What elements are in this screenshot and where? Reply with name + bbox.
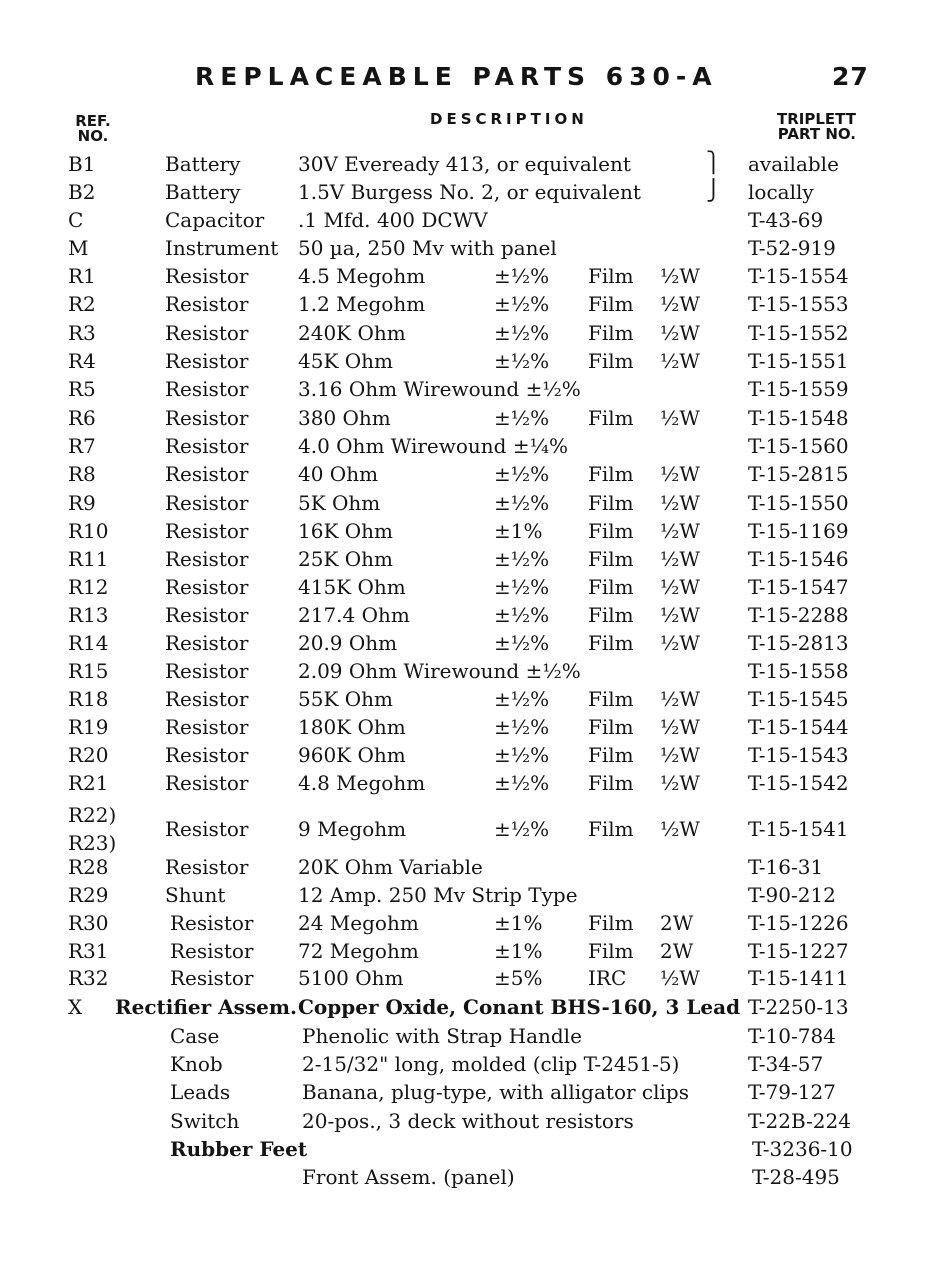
part-number: T-15-1542 <box>748 771 849 795</box>
ref-no: R32 <box>68 966 109 990</box>
part-number: T-43-69 <box>748 208 824 232</box>
part-number: T-15-2813 <box>748 631 849 655</box>
part-number: T-16-31 <box>748 855 824 879</box>
ref-no: C <box>68 208 84 232</box>
tolerance: ±½% <box>494 321 550 345</box>
table-row <box>0 937 940 965</box>
part-type: Resistor <box>165 855 249 879</box>
table-row <box>0 178 940 206</box>
material: Film <box>588 939 634 963</box>
value: 20.9 Ohm <box>298 631 398 655</box>
tolerance: ±5% <box>494 966 543 990</box>
part-type: Capacitor <box>165 208 265 232</box>
table-row <box>0 741 940 769</box>
value: 9 Megohm <box>298 817 407 841</box>
wattage: ½W <box>660 491 700 515</box>
table-row <box>0 657 940 685</box>
part-type: Resistor <box>165 631 249 655</box>
part-number: T-15-1552 <box>748 321 849 345</box>
column-header-part-line2: PART NO. <box>777 125 856 143</box>
part-type: Resistor <box>165 659 249 683</box>
description: 3.16 Ohm Wirewound ±½% <box>298 377 581 401</box>
part-number: T-22B-224 <box>748 1109 851 1133</box>
part-number: T-15-1543 <box>748 743 849 767</box>
ref-no: R2 <box>68 292 96 316</box>
ref-no: R23) <box>68 831 117 855</box>
tolerance: ±1% <box>494 911 543 935</box>
part-type: Resistor <box>170 966 254 990</box>
ref-no: R29 <box>68 883 109 907</box>
material: Film <box>588 715 634 739</box>
material: Film <box>588 547 634 571</box>
description: 20-pos., 3 deck without resistors <box>302 1109 634 1133</box>
table-row <box>0 1022 940 1050</box>
part-number: T-28-495 <box>752 1165 840 1189</box>
ref-no: R21 <box>68 771 109 795</box>
material: Film <box>588 817 634 841</box>
value: 24 Megohm <box>298 911 419 935</box>
ref-no: R1 <box>68 264 96 288</box>
part-type: Resistor <box>170 939 254 963</box>
part-type: Resistor <box>165 687 249 711</box>
table-row <box>0 853 940 881</box>
wattage: ½W <box>660 715 700 739</box>
brace-bottom-icon: ⎭ <box>706 178 721 202</box>
table-row <box>0 803 940 855</box>
part-type: Instrument <box>165 236 279 260</box>
part-type: Resistor <box>165 406 249 430</box>
part-type: Rubber Feet <box>170 1137 308 1161</box>
tolerance: ±½% <box>494 771 550 795</box>
part-type: Resistor <box>165 377 249 401</box>
table-row <box>0 489 940 517</box>
ref-no: R11 <box>68 547 109 571</box>
table-row <box>0 1107 940 1135</box>
material: Film <box>588 631 634 655</box>
wattage: ½W <box>660 771 700 795</box>
ref-no: R14 <box>68 631 109 655</box>
ref-no: R22) <box>68 803 117 827</box>
description: 50 µa, 250 Mv with panel <box>298 236 557 260</box>
part-type: Rectifier Assem. <box>115 995 298 1019</box>
ref-no: M <box>68 236 89 260</box>
wattage: ½W <box>660 687 700 711</box>
table-row <box>0 1050 940 1078</box>
table-row <box>0 685 940 713</box>
material: Film <box>588 519 634 543</box>
value: 240K Ohm <box>298 321 406 345</box>
part-number: T-15-1227 <box>748 939 849 963</box>
material: Film <box>588 603 634 627</box>
tolerance: ±1% <box>494 939 543 963</box>
description: Copper Oxide, Conant BHS-160, 3 Lead <box>298 995 741 1019</box>
material: Film <box>588 349 634 373</box>
value: 72 Megohm <box>298 939 419 963</box>
table-row <box>0 375 940 403</box>
value: 380 Ohm <box>298 406 391 430</box>
wattage: ½W <box>660 743 700 767</box>
ref-no: R12 <box>68 575 109 599</box>
tolerance: ±½% <box>494 603 550 627</box>
material: Film <box>588 491 634 515</box>
value: 25K Ohm <box>298 547 393 571</box>
table-row <box>0 234 940 262</box>
part-number: T-15-1553 <box>748 292 849 316</box>
part-number: T-15-1169 <box>748 519 849 543</box>
part-type: Case <box>170 1024 220 1048</box>
column-header-part-no <box>760 112 856 142</box>
table-row <box>0 1135 940 1163</box>
description: Banana, plug-type, with alligator clips <box>302 1080 689 1104</box>
ref-no: R20 <box>68 743 109 767</box>
part-number: T-15-1560 <box>748 434 849 458</box>
ref-no: R15 <box>68 659 109 683</box>
description: .1 Mfd. 400 DCWV <box>298 208 488 232</box>
part-type: Resistor <box>165 603 249 627</box>
column-header-ref-line1: REF. <box>75 112 111 130</box>
part-number: T-15-2288 <box>748 603 849 627</box>
value: 217.4 Ohm <box>298 603 410 627</box>
part-type: Switch <box>170 1109 240 1133</box>
part-number: T-15-1559 <box>748 377 849 401</box>
table-row <box>0 404 940 432</box>
ref-no: R18 <box>68 687 109 711</box>
part-type: Battery <box>165 152 241 176</box>
part-type: Leads <box>170 1080 231 1104</box>
material: Film <box>588 462 634 486</box>
column-header-part-line1: TRIPLETT <box>777 110 856 128</box>
part-number: T-15-1411 <box>748 966 849 990</box>
description: 4.0 Ohm Wirewound ±¼% <box>298 434 568 458</box>
page-number: 27 <box>832 62 869 91</box>
column-header-description: DESCRIPTION <box>430 110 588 128</box>
wattage: ½W <box>660 966 700 990</box>
ref-no: R7 <box>68 434 96 458</box>
column-header-ref-line2: NO. <box>77 127 109 145</box>
table-row <box>0 150 940 178</box>
tolerance: ±½% <box>494 715 550 739</box>
ref-no: B2 <box>68 180 96 204</box>
part-number: available <box>748 152 839 176</box>
wattage: ½W <box>660 817 700 841</box>
part-type: Resistor <box>165 434 249 458</box>
part-number: locally <box>748 180 814 204</box>
part-number: T-15-1554 <box>748 264 849 288</box>
part-type: Resistor <box>165 743 249 767</box>
part-number: T-15-1546 <box>748 547 849 571</box>
ref-no: R4 <box>68 349 96 373</box>
table-row <box>0 881 940 909</box>
ref-no: R19 <box>68 715 109 739</box>
table-row <box>0 290 940 318</box>
tolerance: ±½% <box>494 349 550 373</box>
tolerance: ±½% <box>494 547 550 571</box>
tolerance: ±½% <box>494 575 550 599</box>
value: 415K Ohm <box>298 575 406 599</box>
description: 1.5V Burgess No. 2, or equivalent <box>298 180 641 204</box>
wattage: ½W <box>660 575 700 599</box>
material: Film <box>588 321 634 345</box>
value: 45K Ohm <box>298 349 393 373</box>
ref-no: R6 <box>68 406 96 430</box>
value: 5K Ohm <box>298 491 381 515</box>
part-type: Resistor <box>165 462 249 486</box>
part-type: Resistor <box>165 715 249 739</box>
table-row <box>0 601 940 629</box>
part-type: Resistor <box>165 321 249 345</box>
description: 20K Ohm Variable <box>298 855 483 879</box>
ref-no: R30 <box>68 911 109 935</box>
description: 2.09 Ohm Wirewound ±½% <box>298 659 581 683</box>
material: Film <box>588 911 634 935</box>
ref-no: R9 <box>68 491 96 515</box>
table-row <box>0 909 940 937</box>
part-number: T-79-127 <box>748 1080 836 1104</box>
material: Film <box>588 575 634 599</box>
part-number: T-15-1226 <box>748 911 849 935</box>
table-row <box>0 769 940 797</box>
value: 40 Ohm <box>298 462 379 486</box>
ref-no: R8 <box>68 462 96 486</box>
value: 960K Ohm <box>298 743 406 767</box>
part-number: T-15-1548 <box>748 406 849 430</box>
table-row <box>0 206 940 234</box>
wattage: ½W <box>660 349 700 373</box>
table-row <box>0 517 940 545</box>
tolerance: ±½% <box>494 743 550 767</box>
part-type: Resistor <box>165 349 249 373</box>
part-number: T-15-1544 <box>748 715 849 739</box>
table-row <box>0 432 940 460</box>
material: Film <box>588 264 634 288</box>
ref-no: R28 <box>68 855 109 879</box>
table-row <box>0 460 940 488</box>
part-type: Battery <box>165 180 241 204</box>
part-type: Resistor <box>165 575 249 599</box>
tolerance: ±½% <box>494 462 550 486</box>
table-row <box>0 545 940 573</box>
ref-no: R13 <box>68 603 109 627</box>
part-type: Resistor <box>165 519 249 543</box>
material: Film <box>588 687 634 711</box>
part-number: T-15-2815 <box>748 462 849 486</box>
wattage: ½W <box>660 406 700 430</box>
value: 55K Ohm <box>298 687 393 711</box>
ref-no: R5 <box>68 377 96 401</box>
tolerance: ±½% <box>494 292 550 316</box>
value: 1.2 Megohm <box>298 292 426 316</box>
part-number: T-90-212 <box>748 883 836 907</box>
part-number: T-15-1558 <box>748 659 849 683</box>
wattage: 2W <box>660 939 694 963</box>
description: 30V Eveready 413, or equivalent <box>298 152 631 176</box>
wattage: ½W <box>660 519 700 543</box>
part-number: T-15-1551 <box>748 349 849 373</box>
value: 4.5 Megohm <box>298 264 426 288</box>
part-type: Resistor <box>165 491 249 515</box>
tolerance: ±1% <box>494 519 543 543</box>
tolerance: ±½% <box>494 264 550 288</box>
part-type: Shunt <box>165 883 226 907</box>
brace-top-icon: ⎫ <box>706 150 721 174</box>
wattage: ½W <box>660 264 700 288</box>
description: 12 Amp. 250 Mv Strip Type <box>298 883 578 907</box>
part-number: T-34-57 <box>748 1052 824 1076</box>
table-row <box>0 964 940 992</box>
part-type: Resistor <box>165 817 249 841</box>
material: Film <box>588 292 634 316</box>
part-number: T-3236-10 <box>752 1137 853 1161</box>
part-type: Resistor <box>165 264 249 288</box>
tolerance: ±½% <box>494 406 550 430</box>
part-type: Resistor <box>165 771 249 795</box>
table-row <box>0 993 940 1021</box>
table-row <box>0 1078 940 1106</box>
material: Film <box>588 743 634 767</box>
page-title: REPLACEABLE PARTS 630-A <box>195 62 718 91</box>
ref-no: B1 <box>68 152 96 176</box>
table-row <box>0 713 940 741</box>
description: Front Assem. (panel) <box>302 1165 515 1189</box>
table-row <box>0 629 940 657</box>
material: Film <box>588 771 634 795</box>
wattage: 2W <box>660 911 694 935</box>
tolerance: ±½% <box>494 817 550 841</box>
wattage: ½W <box>660 292 700 316</box>
value: 4.8 Megohm <box>298 771 426 795</box>
tolerance: ±½% <box>494 631 550 655</box>
material: IRC <box>588 966 627 990</box>
tolerance: ±½% <box>494 491 550 515</box>
wattage: ½W <box>660 462 700 486</box>
part-type: Knob <box>170 1052 223 1076</box>
part-type: Resistor <box>165 292 249 316</box>
value: 5100 Ohm <box>298 966 404 990</box>
part-number: T-15-1547 <box>748 575 849 599</box>
part-number: T-2250-13 <box>748 995 849 1019</box>
wattage: ½W <box>660 547 700 571</box>
part-number: T-15-1550 <box>748 491 849 515</box>
ref-no: R10 <box>68 519 109 543</box>
table-row <box>0 319 940 347</box>
column-header-ref <box>68 114 118 144</box>
description: 2-15/32" long, molded (clip T-2451-5) <box>302 1052 680 1076</box>
wattage: ½W <box>660 631 700 655</box>
table-row <box>0 262 940 290</box>
part-type: Resistor <box>170 911 254 935</box>
material: Film <box>588 406 634 430</box>
part-number: T-10-784 <box>748 1024 836 1048</box>
table-row <box>0 573 940 601</box>
ref-no: R31 <box>68 939 109 963</box>
part-number: T-15-1541 <box>748 817 849 841</box>
wattage: ½W <box>660 603 700 627</box>
part-type: Resistor <box>165 547 249 571</box>
part-number: T-15-1545 <box>748 687 849 711</box>
ref-no: X <box>68 995 83 1019</box>
tolerance: ±½% <box>494 687 550 711</box>
value: 16K Ohm <box>298 519 393 543</box>
table-row <box>0 347 940 375</box>
value: 180K Ohm <box>298 715 406 739</box>
table-row <box>0 1163 940 1191</box>
part-number: T-52-919 <box>748 236 836 260</box>
description: Phenolic with Strap Handle <box>302 1024 582 1048</box>
ref-no: R3 <box>68 321 96 345</box>
wattage: ½W <box>660 321 700 345</box>
